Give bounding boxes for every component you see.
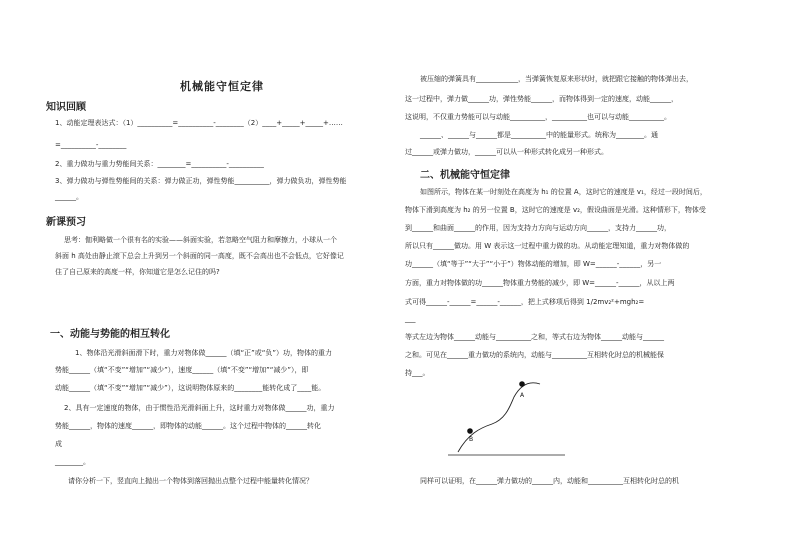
- q2-line: 物体下滑到高度为 h₂ 的另一位置 B，这时它的速度是 v₂，假设曲面是光滑。这种情形下，物体受: [405, 206, 706, 214]
- last-line: 同样可以证明，在______弹力做功的______内，动能和__________互相转化时总的机: [420, 477, 679, 485]
- think-line-3: 住了自己原来的高度一样，你知道它是怎么记住的吗?: [55, 268, 220, 276]
- q10-line: 之和。可见在______重力做功的系统内，动能与__________互相转化时总的机械能保: [405, 351, 664, 359]
- analyze-line: 请你分析一下，竖直向上抛出一个物体到落回抛出点整个过程中能量转化情况？: [68, 477, 313, 485]
- q11-line: 持___。: [405, 369, 430, 377]
- k1b-line: =__________-________: [55, 141, 127, 149]
- k3b-line: ______。: [55, 193, 83, 201]
- k3-line: 3、弹力做功与弹性势能间的关系：弹力做正功，弹性势能__________，弹力做负功，弹性势能: [55, 177, 347, 185]
- p2d-line: ________。: [55, 458, 90, 466]
- q8-line: ___: [405, 315, 416, 323]
- point-a-ball: [519, 381, 525, 387]
- q1-line: 如图所示，物体在某一时刻处在高度为 h₁ 的位置 A，这时它的速度是 v₁，经过一段时间后，: [420, 188, 707, 196]
- p1a-line: 1、物体沿光滑斜面滑下时，重力对物体做______（填“正”或“负”）功，物体的重力: [75, 349, 332, 357]
- r4-line: ______、______与______都是__________中的能量形式。统称为________。通: [420, 131, 658, 139]
- q3-line: 到______和曲面______的作用，因为支持力方向与运动方向______，支持力______功，: [405, 224, 671, 232]
- point-a-label: A: [520, 392, 525, 399]
- p2a-line: 2、具有一定速度的物体，由于惯性沿光滑斜面上升，这时重力对物体做______功，重力: [64, 404, 335, 412]
- q4-line: 所以只有______做功。用 W 表示这一过程中重力做的功。从动能定理知道，重力对物体做的: [405, 242, 690, 250]
- q9-line: 等式左边为物体______动能与__________之和，等式右边为物体______动能与______: [405, 333, 664, 341]
- p2c-line: 成: [55, 440, 62, 448]
- p1c-line: 动能______（填“不变”“增加”“减少”），这说明物体原来的________能转化成了____能。: [55, 384, 326, 392]
- r5-line: 过______或弹力做功，______可以从一种形式转化成另一种形式。: [405, 148, 608, 156]
- q7-line: 式可得______-______=______-______，把上式移项后得到 1/2mv₂²+mgh₂=: [405, 298, 645, 306]
- point-b-ball: [467, 428, 473, 434]
- page-title: 机械能守恒定律: [180, 80, 264, 93]
- section2-heading: 二、机械能守恒定律: [420, 170, 510, 181]
- point-b-label: B: [469, 436, 474, 443]
- think-line-2: 斜面 h 高处由静止滚下总会上升到另一个斜面的同一高度，既不会高出也不会低点，它好像记: [55, 252, 344, 260]
- section1-heading: 一、动能与势能的相互转化: [50, 329, 170, 340]
- knowledge-review-heading: 知识回顾: [46, 102, 86, 113]
- new-lesson-heading: 新课预习: [46, 217, 86, 228]
- k1-line: 1、动能定理表达式：（1）__________=__________-________（2）____+_____+_____+……: [55, 119, 343, 127]
- p1b-line: 势能______（填“不变”“增加”“减少”），速度______（填“不变”“增加”“减少”），即: [55, 366, 309, 374]
- q6-line: 方面，重力对物体做的功______物体重力势能的减少，即 W=______-______，从以上两: [405, 279, 675, 287]
- r2-line: 这一过程中，弹力做______功，弹性势能______，而物体得到一定的速度，动能______，: [405, 95, 678, 103]
- r3-line: 这说明，不仅重力势能可以与动能__________，__________也可以与动能__________。: [405, 113, 671, 121]
- think-line-1: 思考：伽利略做一个很有名的实验——斜面实验，若忽略空气阻力和摩擦力，小球从一个: [64, 236, 337, 244]
- q5-line: 功______（填“等于”“大于”“小于”）物体动能的增加，即 W=______-______，另一: [405, 260, 662, 268]
- curved-slope-figure: [440, 372, 600, 462]
- r1-line: 被压缩的弹簧具有____________，当弹簧恢复原来形状时，就把跟它接触的物体弹出去，: [420, 75, 693, 83]
- k2-line: 2、重力做功与重力势能间关系：________=__________-__________: [55, 160, 264, 168]
- p2b-line: 势能______，物体的速度______，即物体的动能______。这个过程中物体的______转化: [55, 422, 321, 430]
